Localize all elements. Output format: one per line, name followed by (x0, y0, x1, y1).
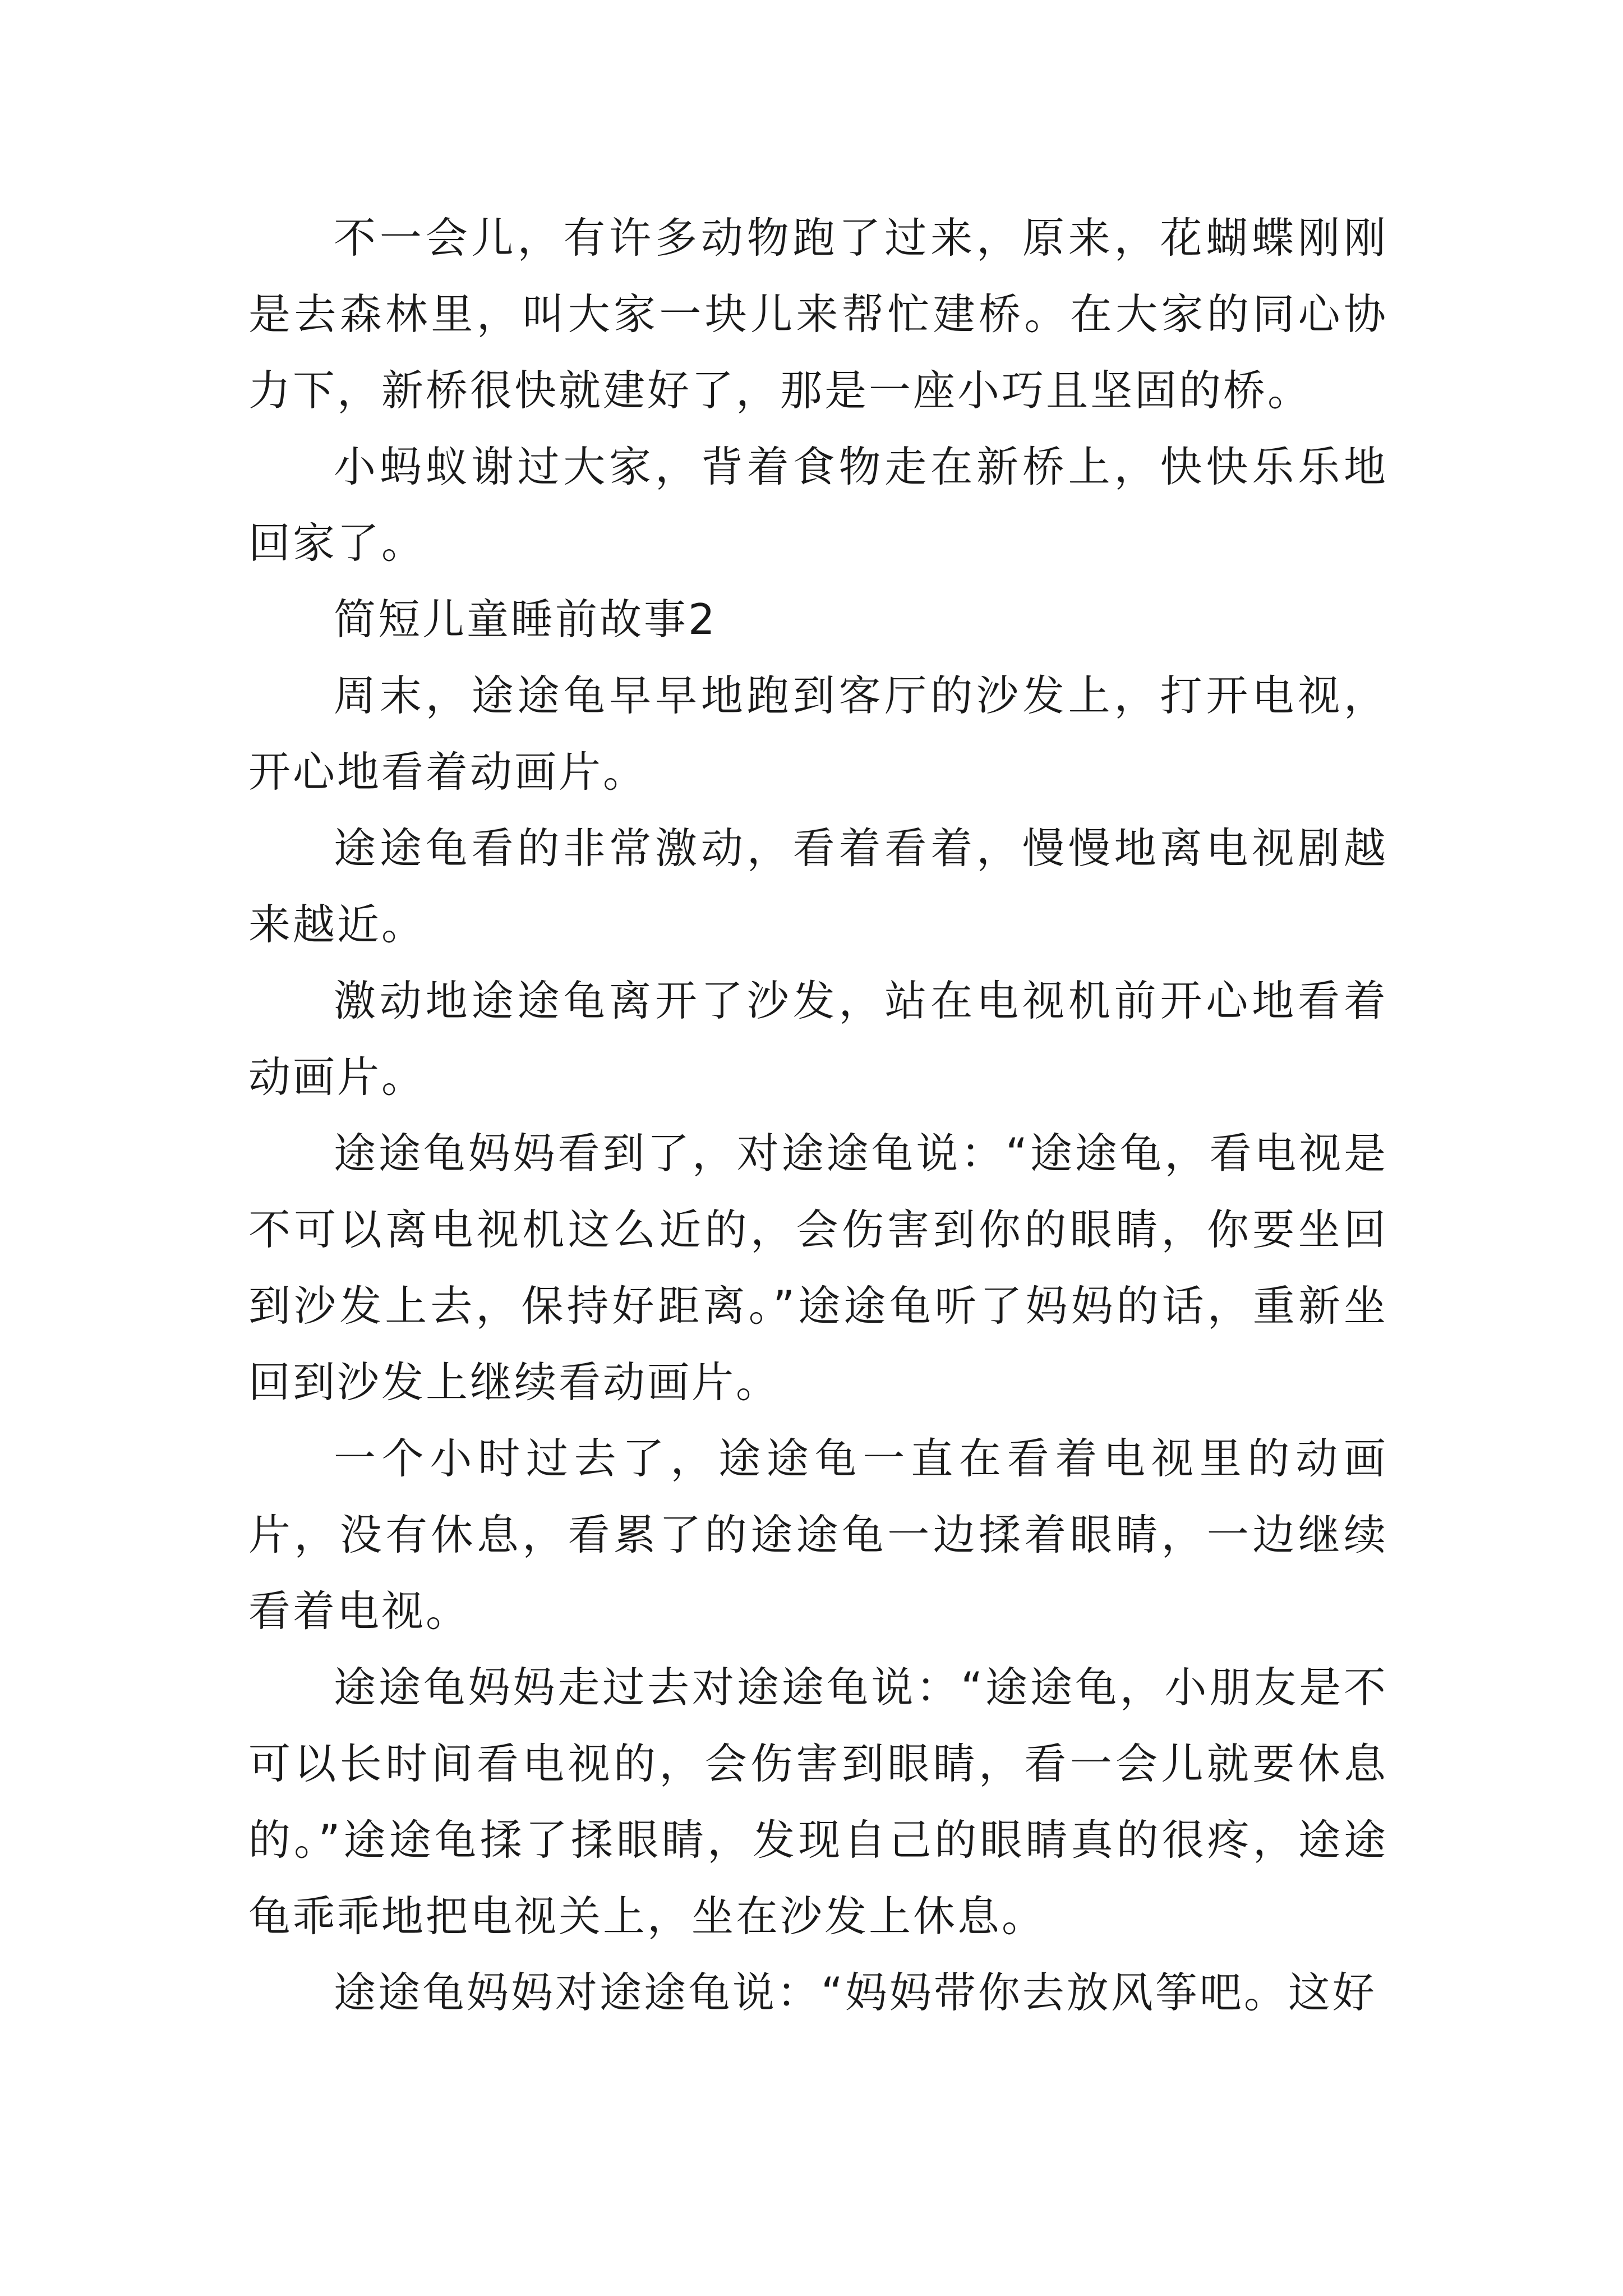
paragraph-ant-home: 小蚂蚁谢过大家，背着食物走在新桥上，快快乐乐地回家了。 (248, 442, 1388, 568)
story-text (248, 200, 1388, 2031)
paragraph-kite: 途途龟妈妈对途途龟说：“妈妈带你去放风筝吧。这好 (334, 1968, 1377, 2017)
paragraph-one-hour: 一个小时过去了，途途龟一直在看着电视里的动画片，没有休息，看累了的途途龟一边揉着眼睛，一边继续看着电视。 (248, 1434, 1388, 1636)
section-heading: 简短儿童睡前故事2 (334, 595, 717, 644)
paragraph-mother-warning: 途途龟妈妈看到了，对途途龟说：“途途龟，看电视是不可以离电视机这么近的，会伤害到你的眼睛，你要坐回到沙发上去，保持好距离。”途途龟听了妈妈的话，重新坐回到沙发上继续看动画片。 (248, 1129, 1388, 1407)
paragraph-getting-closer: 途途龟看的非常激动，看着看着，慢慢地离电视剧越来越近。 (248, 823, 1388, 949)
paragraph-bridge-built: 不一会儿，有许多动物跑了过来，原来，花蝴蝶刚刚是去森林里，叫大家一块儿来帮忙建桥。在大家的同心协力下，新桥很快就建好了，那是一座小巧且坚固的桥。 (248, 213, 1388, 415)
paragraph-left-sofa: 激动地途途龟离开了沙发，站在电视机前开心地看着动画片。 (248, 976, 1388, 1102)
paragraph-rest-eyes: 途途龟妈妈走过去对途途龟说：“途途龟，小朋友是不可以长时间看电视的，会伤害到眼睛，看一会儿就要休息的。”途途龟揉了揉眼睛，发现自己的眼睛真的很疼，途途龟乖乖地把电视关上，坐在沙发上休息。 (248, 1663, 1388, 1941)
paragraph-weekend-tv: 周末，途途龟早早地跑到客厅的沙发上，打开电视，开心地看着动画片。 (248, 671, 1388, 797)
